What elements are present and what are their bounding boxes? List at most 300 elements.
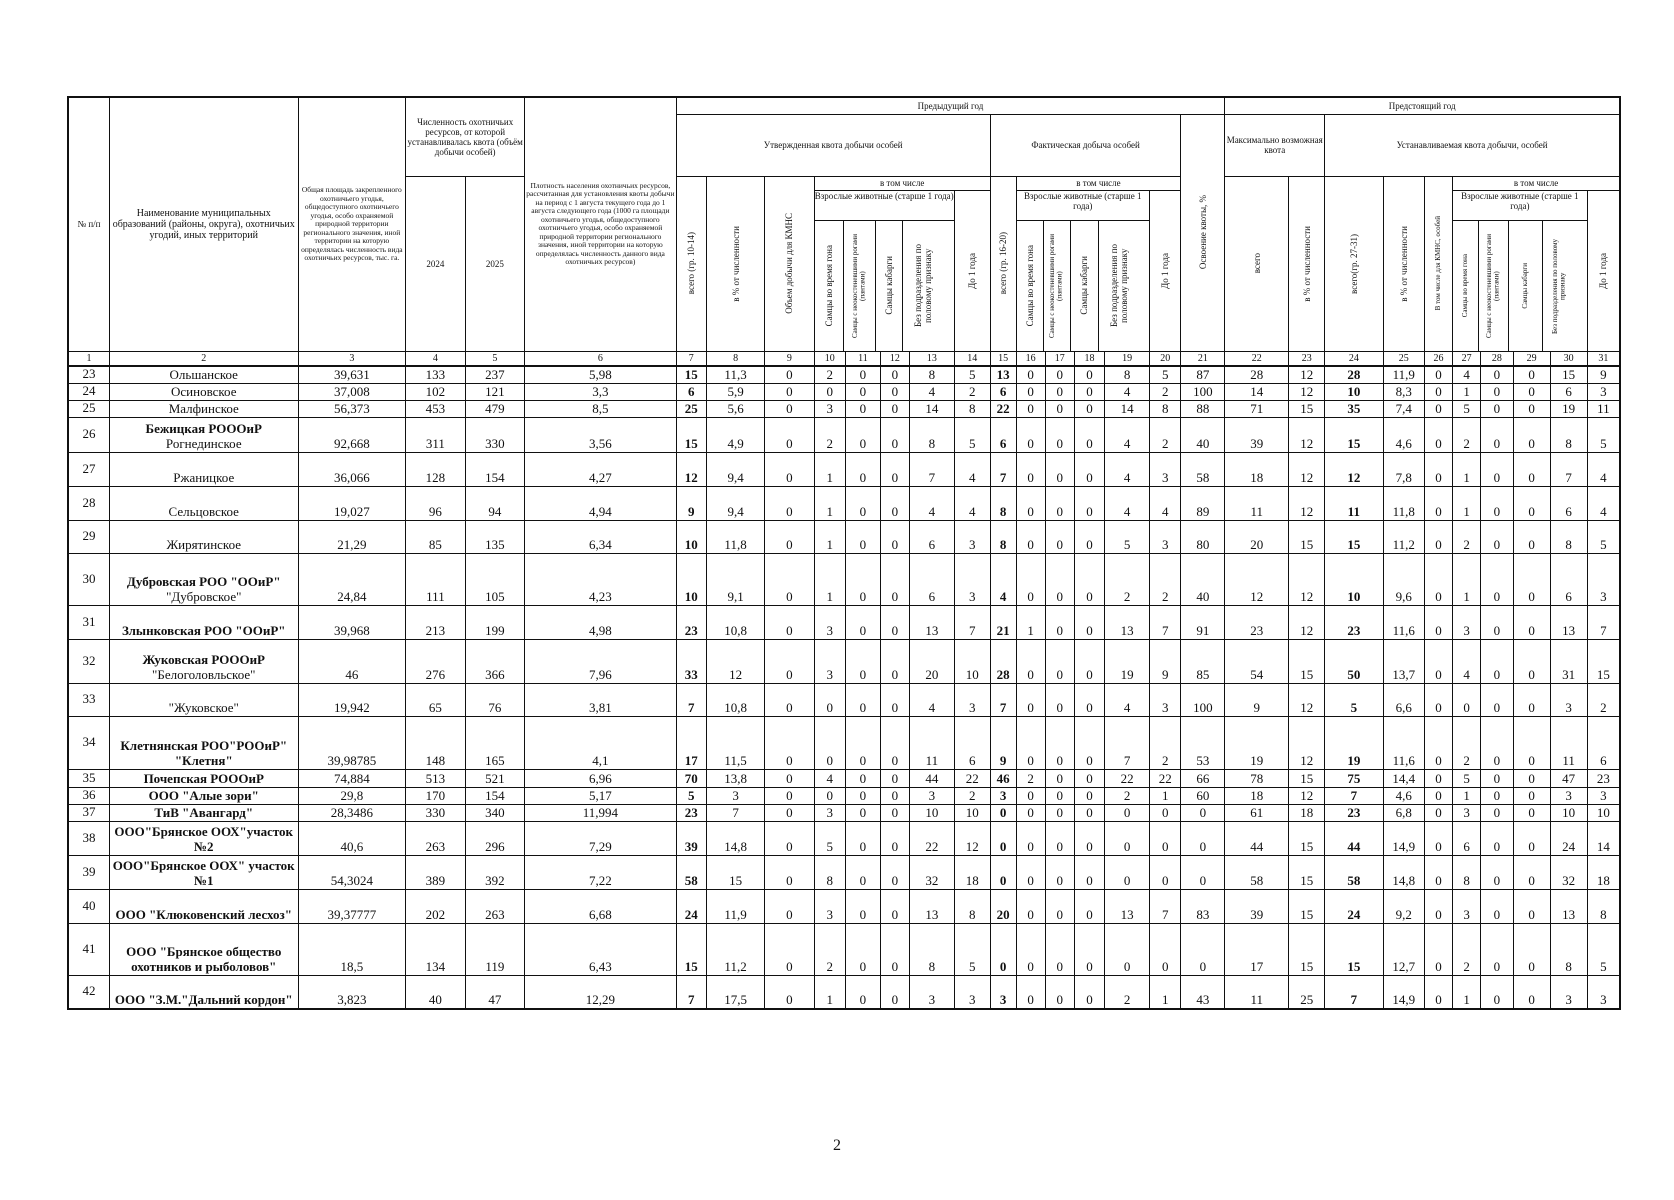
cell-col-6: 6,96: [525, 769, 676, 787]
organization-name: Дубровская РОО "ООиР": [126, 573, 281, 589]
cell-col-14: 4: [954, 452, 990, 486]
cell-col-13: 6: [909, 553, 954, 605]
cell-col-6: 6,43: [525, 923, 676, 975]
cell-col-26: 0: [1425, 605, 1453, 639]
cell-col-3: 39,98785: [298, 716, 406, 769]
cell-col-6: 8,5: [525, 400, 676, 417]
territory-name: [110, 769, 299, 787]
table-row: [68, 520, 1620, 553]
cell-col-29: 0: [1513, 553, 1550, 605]
header-incl-prev: в том числе: [814, 176, 990, 190]
territory-name: [110, 683, 299, 716]
cell-col-20: 4: [1150, 486, 1181, 520]
cell-col-4: 389: [406, 855, 465, 889]
cell-col-27: 4: [1453, 639, 1481, 683]
cell-col-16: 0: [1016, 452, 1045, 486]
cell-col-25: 11,6: [1383, 716, 1425, 769]
column-number: 18: [1074, 351, 1104, 366]
header-next-year: Предстоящий год: [1225, 97, 1620, 114]
cell-col-28: 0: [1481, 787, 1514, 804]
territory-name: [110, 639, 299, 683]
cell-col-11: 0: [846, 366, 881, 384]
cell-col-17: 0: [1045, 975, 1074, 1009]
cell-col-7: 33: [676, 639, 706, 683]
cell-col-23: 12: [1289, 605, 1325, 639]
cell-col-29: 0: [1513, 383, 1550, 400]
cell-col-30: 8: [1550, 417, 1587, 452]
cell-col-20: 8: [1150, 400, 1181, 417]
header-total-7: всего (гр. 10-14): [676, 176, 706, 351]
column-number: 11: [846, 351, 881, 366]
cell-col-29: 0: [1513, 975, 1550, 1009]
cell-col-9: 0: [765, 553, 814, 605]
organization-name: ООО "З.М."Дальний кордон": [114, 992, 293, 1007]
cell-col-20: 0: [1150, 855, 1181, 889]
cell-col-9: 0: [765, 923, 814, 975]
cell-col-9: 0: [765, 804, 814, 821]
cell-col-6: 4,1: [525, 716, 676, 769]
cell-col-29: 0: [1513, 452, 1550, 486]
cell-col-26: 0: [1425, 366, 1453, 384]
cell-col-7: 10: [676, 553, 706, 605]
cell-col-23: 15: [1289, 400, 1325, 417]
cell-col-11: 0: [846, 486, 881, 520]
cell-col-21: 58: [1181, 452, 1225, 486]
territory-name: [110, 787, 299, 804]
cell-col-9: 0: [765, 400, 814, 417]
cell-col-11: 0: [846, 716, 881, 769]
cell-col-6: 4,23: [525, 553, 676, 605]
cell-col-12: 0: [880, 923, 909, 975]
cell-col-15: 0: [990, 804, 1016, 821]
cell-col-16: 0: [1016, 553, 1045, 605]
cell-col-27: 1: [1453, 452, 1481, 486]
cell-col-8: 5,6: [706, 400, 764, 417]
cell-col-23: 12: [1289, 553, 1325, 605]
cell-col-13: 32: [909, 855, 954, 889]
cell-col-17: 0: [1045, 716, 1074, 769]
cell-col-17: 0: [1045, 383, 1074, 400]
cell-col-9: 0: [765, 520, 814, 553]
cell-col-6: 3,56: [525, 417, 676, 452]
cell-col-29: 0: [1513, 769, 1550, 787]
header-kmns-26: В том числе для КМНС, особей: [1425, 176, 1453, 351]
cell-col-6: 6,68: [525, 889, 676, 923]
column-number: 16: [1016, 351, 1045, 366]
header-pct-25: в % от численности: [1383, 176, 1425, 351]
cell-col-21: 0: [1181, 804, 1225, 821]
cell-col-8: 13,8: [706, 769, 764, 787]
cell-col-25: 11,2: [1383, 520, 1425, 553]
column-number: 26: [1425, 351, 1453, 366]
cell-col-3: 74,884: [298, 769, 406, 787]
cell-col-24: 15: [1325, 923, 1383, 975]
cell-col-24: 7: [1325, 787, 1383, 804]
cell-col-17: 0: [1045, 923, 1074, 975]
cell-col-3: 21,29: [298, 520, 406, 553]
cell-col-10: 3: [814, 889, 845, 923]
column-number: 8: [706, 351, 764, 366]
cell-col-16: 0: [1016, 520, 1045, 553]
territory-name: [110, 605, 299, 639]
cell-col-5: 105: [465, 553, 524, 605]
cell-col-18: 0: [1074, 605, 1104, 639]
cell-col-7: 10: [676, 520, 706, 553]
cell-col-23: 12: [1289, 787, 1325, 804]
cell-col-20: 0: [1150, 821, 1181, 855]
cell-col-11: 0: [846, 975, 881, 1009]
cell-col-6: 6,34: [525, 520, 676, 553]
cell-col-17: 0: [1045, 855, 1074, 889]
cell-col-30: 24: [1550, 821, 1587, 855]
cell-col-13: 7: [909, 452, 954, 486]
cell-col-28: 0: [1481, 683, 1514, 716]
cell-col-10: 3: [814, 605, 845, 639]
cell-col-10: 5: [814, 821, 845, 855]
cell-col-28: 0: [1481, 769, 1514, 787]
cell-col-27: 1: [1453, 383, 1481, 400]
cell-col-4: 128: [406, 452, 465, 486]
cell-col-19: 4: [1105, 417, 1150, 452]
cell-col-4: 40: [406, 975, 465, 1009]
cell-col-30: 19: [1550, 400, 1587, 417]
cell-col-13: 4: [909, 486, 954, 520]
cell-col-28: 0: [1481, 855, 1514, 889]
cell-col-22: 28: [1225, 366, 1289, 384]
cell-col-11: 0: [846, 787, 881, 804]
cell-col-24: 10: [1325, 553, 1383, 605]
cell-col-8: 14,8: [706, 821, 764, 855]
cell-col-6: 7,96: [525, 639, 676, 683]
cell-col-19: 4: [1105, 683, 1150, 716]
cell-col-14: 6: [954, 716, 990, 769]
territory-name: [110, 716, 299, 769]
cell-col-25: 14,4: [1383, 769, 1425, 787]
organization-name: ООО "Алые зори": [148, 787, 259, 803]
cell-col-18: 0: [1074, 855, 1104, 889]
column-number: 29: [1513, 351, 1550, 366]
cell-col-3: 29,8: [298, 787, 406, 804]
cell-col-11: 0: [846, 417, 881, 452]
cell-col-7: 24: [676, 889, 706, 923]
header-kmns-9: Объем добычи для КМНС: [765, 176, 814, 351]
cell-col-15: 0: [990, 923, 1016, 975]
column-number: 6: [525, 351, 676, 366]
cell-col-20: 2: [1150, 383, 1181, 400]
cell-col-24: 15: [1325, 520, 1383, 553]
cell-col-7: 6: [676, 383, 706, 400]
cell-col-22: 20: [1225, 520, 1289, 553]
cell-col-15: 7: [990, 452, 1016, 486]
cell-col-31: 2: [1587, 683, 1620, 716]
cell-col-24: 12: [1325, 452, 1383, 486]
cell-col-21: 80: [1181, 520, 1225, 553]
cell-col-25: 11,9: [1383, 366, 1425, 384]
cell-col-11: 0: [846, 520, 881, 553]
cell-col-10: 0: [814, 787, 845, 804]
cell-col-11: 0: [846, 452, 881, 486]
cell-col-7: 25: [676, 400, 706, 417]
column-number: 17: [1045, 351, 1074, 366]
cell-col-31: 3: [1587, 787, 1620, 804]
cell-col-5: 366: [465, 639, 524, 683]
cell-col-18: 0: [1074, 821, 1104, 855]
cell-col-30: 6: [1550, 486, 1587, 520]
cell-col-20: 5: [1150, 366, 1181, 384]
cell-col-27: 3: [1453, 605, 1481, 639]
cell-col-15: 0: [990, 855, 1016, 889]
organization-name: ТиВ "Авангард": [154, 804, 254, 820]
cell-col-12: 0: [880, 639, 909, 683]
cell-col-28: 0: [1481, 452, 1514, 486]
cell-col-14: 10: [954, 639, 990, 683]
cell-col-18: 0: [1074, 366, 1104, 384]
organization-name: Жуковская РОООиР: [142, 651, 266, 667]
cell-col-16: 0: [1016, 716, 1045, 769]
cell-col-7: 15: [676, 923, 706, 975]
cell-col-20: 0: [1150, 923, 1181, 975]
cell-col-11: 0: [846, 553, 881, 605]
table-row: [68, 553, 1620, 605]
cell-col-18: 0: [1074, 486, 1104, 520]
cell-col-23: 15: [1289, 769, 1325, 787]
cell-col-12: 0: [880, 716, 909, 769]
cell-col-13: 14: [909, 400, 954, 417]
cell-col-29: 0: [1513, 804, 1550, 821]
cell-col-17: 0: [1045, 553, 1074, 605]
cell-col-25: 9,6: [1383, 553, 1425, 605]
cell-col-28: 0: [1481, 383, 1514, 400]
cell-col-6: 3,81: [525, 683, 676, 716]
cell-col-24: 23: [1325, 804, 1383, 821]
cell-col-11: 0: [846, 400, 881, 417]
cell-col-22: 11: [1225, 975, 1289, 1009]
cell-col-21: 40: [1181, 417, 1225, 452]
cell-col-20: 2: [1150, 417, 1181, 452]
row-number: 35: [68, 769, 110, 787]
cell-col-29: 0: [1513, 639, 1550, 683]
cell-col-19: 0: [1105, 923, 1150, 975]
cell-col-27: 8: [1453, 855, 1481, 889]
cell-col-12: 0: [880, 520, 909, 553]
territory-name: [110, 520, 299, 553]
cell-col-17: 0: [1045, 605, 1074, 639]
cell-col-5: 135: [465, 520, 524, 553]
cell-col-8: 10,8: [706, 605, 764, 639]
header-pct-23: в % от численности: [1289, 176, 1325, 351]
cell-col-19: 0: [1105, 855, 1150, 889]
cell-col-28: 0: [1481, 417, 1514, 452]
cell-col-8: 11,2: [706, 923, 764, 975]
cell-col-3: 37,008: [298, 383, 406, 400]
column-number: 20: [1150, 351, 1181, 366]
row-number: 42: [68, 975, 110, 1009]
column-number: 7: [676, 351, 706, 366]
cell-col-25: 14,9: [1383, 975, 1425, 1009]
cell-col-5: 330: [465, 417, 524, 452]
cell-col-3: 36,066: [298, 452, 406, 486]
row-number: 26: [68, 417, 110, 452]
cell-col-21: 100: [1181, 383, 1225, 400]
cell-col-5: 340: [465, 804, 524, 821]
cell-col-28: 0: [1481, 520, 1514, 553]
cell-col-5: 521: [465, 769, 524, 787]
cell-col-4: 134: [406, 923, 465, 975]
organization-name: Клетнянская РОО"РОOиР" "Клетня": [120, 737, 288, 768]
cell-col-28: 0: [1481, 821, 1514, 855]
cell-col-21: 91: [1181, 605, 1225, 639]
cell-col-13: 44: [909, 769, 954, 787]
territory-label: Малфинское: [168, 400, 239, 416]
cell-col-4: 202: [406, 889, 465, 923]
cell-col-5: 154: [465, 452, 524, 486]
header-actual-harvest: Фактическая добыча особей: [990, 114, 1181, 176]
cell-col-20: 7: [1150, 605, 1181, 639]
column-number: 1: [68, 351, 110, 366]
cell-col-10: 0: [814, 716, 845, 769]
cell-col-15: 4: [990, 553, 1016, 605]
cell-col-15: 9: [990, 716, 1016, 769]
cell-col-6: 5,98: [525, 366, 676, 384]
cell-col-14: 5: [954, 417, 990, 452]
table-row: [68, 804, 1620, 821]
cell-col-29: 0: [1513, 821, 1550, 855]
cell-col-28: 0: [1481, 889, 1514, 923]
cell-col-30: 13: [1550, 605, 1587, 639]
cell-col-12: 0: [880, 855, 909, 889]
cell-col-10: 1: [814, 553, 845, 605]
table-row: [68, 787, 1620, 804]
cell-col-13: 20: [909, 639, 954, 683]
cell-col-4: 148: [406, 716, 465, 769]
cell-col-29: 0: [1513, 716, 1550, 769]
column-number: 31: [1587, 351, 1620, 366]
cell-col-10: 3: [814, 400, 845, 417]
cell-col-11: 0: [846, 821, 881, 855]
table-row: [68, 639, 1620, 683]
header-prev-year: Предыдущий год: [676, 97, 1225, 114]
cell-col-25: 9,2: [1383, 889, 1425, 923]
organization-name: ООО "Клюковенский лесхоз": [115, 906, 292, 922]
cell-col-19: 4: [1105, 383, 1150, 400]
cell-col-9: 0: [765, 639, 814, 683]
cell-col-13: 3: [909, 975, 954, 1009]
cell-col-14: 5: [954, 366, 990, 384]
cell-col-23: 15: [1289, 923, 1325, 975]
cell-col-27: 1: [1453, 975, 1481, 1009]
cell-col-13: 22: [909, 821, 954, 855]
cell-col-30: 11: [1550, 716, 1587, 769]
cell-col-18: 0: [1074, 787, 1104, 804]
cell-col-4: 85: [406, 520, 465, 553]
cell-col-31: 5: [1587, 520, 1620, 553]
cell-col-17: 0: [1045, 486, 1074, 520]
cell-col-29: 0: [1513, 486, 1550, 520]
cell-col-5: 392: [465, 855, 524, 889]
cell-col-4: 330: [406, 804, 465, 821]
cell-col-28: 0: [1481, 716, 1514, 769]
cell-col-16: 2: [1016, 769, 1045, 787]
cell-col-11: 0: [846, 683, 881, 716]
header-total-15: всего (гр. 16-20): [990, 176, 1016, 351]
cell-col-28: 0: [1481, 804, 1514, 821]
cell-col-13: 11: [909, 716, 954, 769]
cell-col-29: 0: [1513, 889, 1550, 923]
cell-col-31: 8: [1587, 889, 1620, 923]
cell-col-22: 9: [1225, 683, 1289, 716]
cell-col-8: 11,8: [706, 520, 764, 553]
table-row: [68, 975, 1620, 1009]
cell-col-27: 3: [1453, 804, 1481, 821]
cell-col-10: 4: [814, 769, 845, 787]
cell-col-21: 87: [1181, 366, 1225, 384]
cell-col-23: 12: [1289, 366, 1325, 384]
cell-col-14: 18: [954, 855, 990, 889]
cell-col-13: 6: [909, 520, 954, 553]
row-number: 23: [68, 366, 110, 384]
cell-col-29: 0: [1513, 400, 1550, 417]
cell-col-26: 0: [1425, 383, 1453, 400]
cell-col-9: 0: [765, 787, 814, 804]
cell-col-21: 85: [1181, 639, 1225, 683]
cell-col-4: 513: [406, 769, 465, 787]
header-pct-8: в % от численности: [706, 176, 764, 351]
cell-col-24: 50: [1325, 639, 1383, 683]
cell-col-13: 4: [909, 383, 954, 400]
cell-col-17: 0: [1045, 804, 1074, 821]
cell-col-12: 0: [880, 366, 909, 384]
page-number: 2: [833, 1137, 841, 1154]
cell-col-27: 1: [1453, 787, 1481, 804]
cell-col-18: 0: [1074, 889, 1104, 923]
cell-col-5: 119: [465, 923, 524, 975]
cell-col-20: 3: [1150, 452, 1181, 486]
cell-col-19: 22: [1105, 769, 1150, 787]
cell-col-5: 263: [465, 889, 524, 923]
cell-col-27: 2: [1453, 520, 1481, 553]
cell-col-11: 0: [846, 889, 881, 923]
territory-name: [110, 975, 299, 1009]
cell-col-14: 7: [954, 605, 990, 639]
cell-col-3: 92,668: [298, 417, 406, 452]
cell-col-16: 1: [1016, 605, 1045, 639]
cell-col-19: 2: [1105, 787, 1150, 804]
column-number: 22: [1225, 351, 1289, 366]
cell-col-21: 0: [1181, 923, 1225, 975]
cell-col-26: 0: [1425, 923, 1453, 975]
cell-col-7: 17: [676, 716, 706, 769]
column-number: 24: [1325, 351, 1383, 366]
cell-col-14: 3: [954, 553, 990, 605]
territory-name: [110, 821, 299, 855]
cell-col-9: 0: [765, 486, 814, 520]
header-total-24: всего(гр. 27-31): [1325, 176, 1383, 351]
cell-col-4: 263: [406, 821, 465, 855]
table-row: [68, 400, 1620, 417]
cell-col-31: 3: [1587, 383, 1620, 400]
cell-col-23: 15: [1289, 520, 1325, 553]
column-number: 13: [909, 351, 954, 366]
cell-col-22: 71: [1225, 400, 1289, 417]
cell-col-31: 6: [1587, 716, 1620, 769]
table-row: [68, 417, 1620, 452]
column-number: 14: [954, 351, 990, 366]
cell-col-11: 0: [846, 855, 881, 889]
cell-col-31: 3: [1587, 975, 1620, 1009]
cell-col-24: 5: [1325, 683, 1383, 716]
cell-col-15: 6: [990, 383, 1016, 400]
column-number: 2: [110, 351, 299, 366]
